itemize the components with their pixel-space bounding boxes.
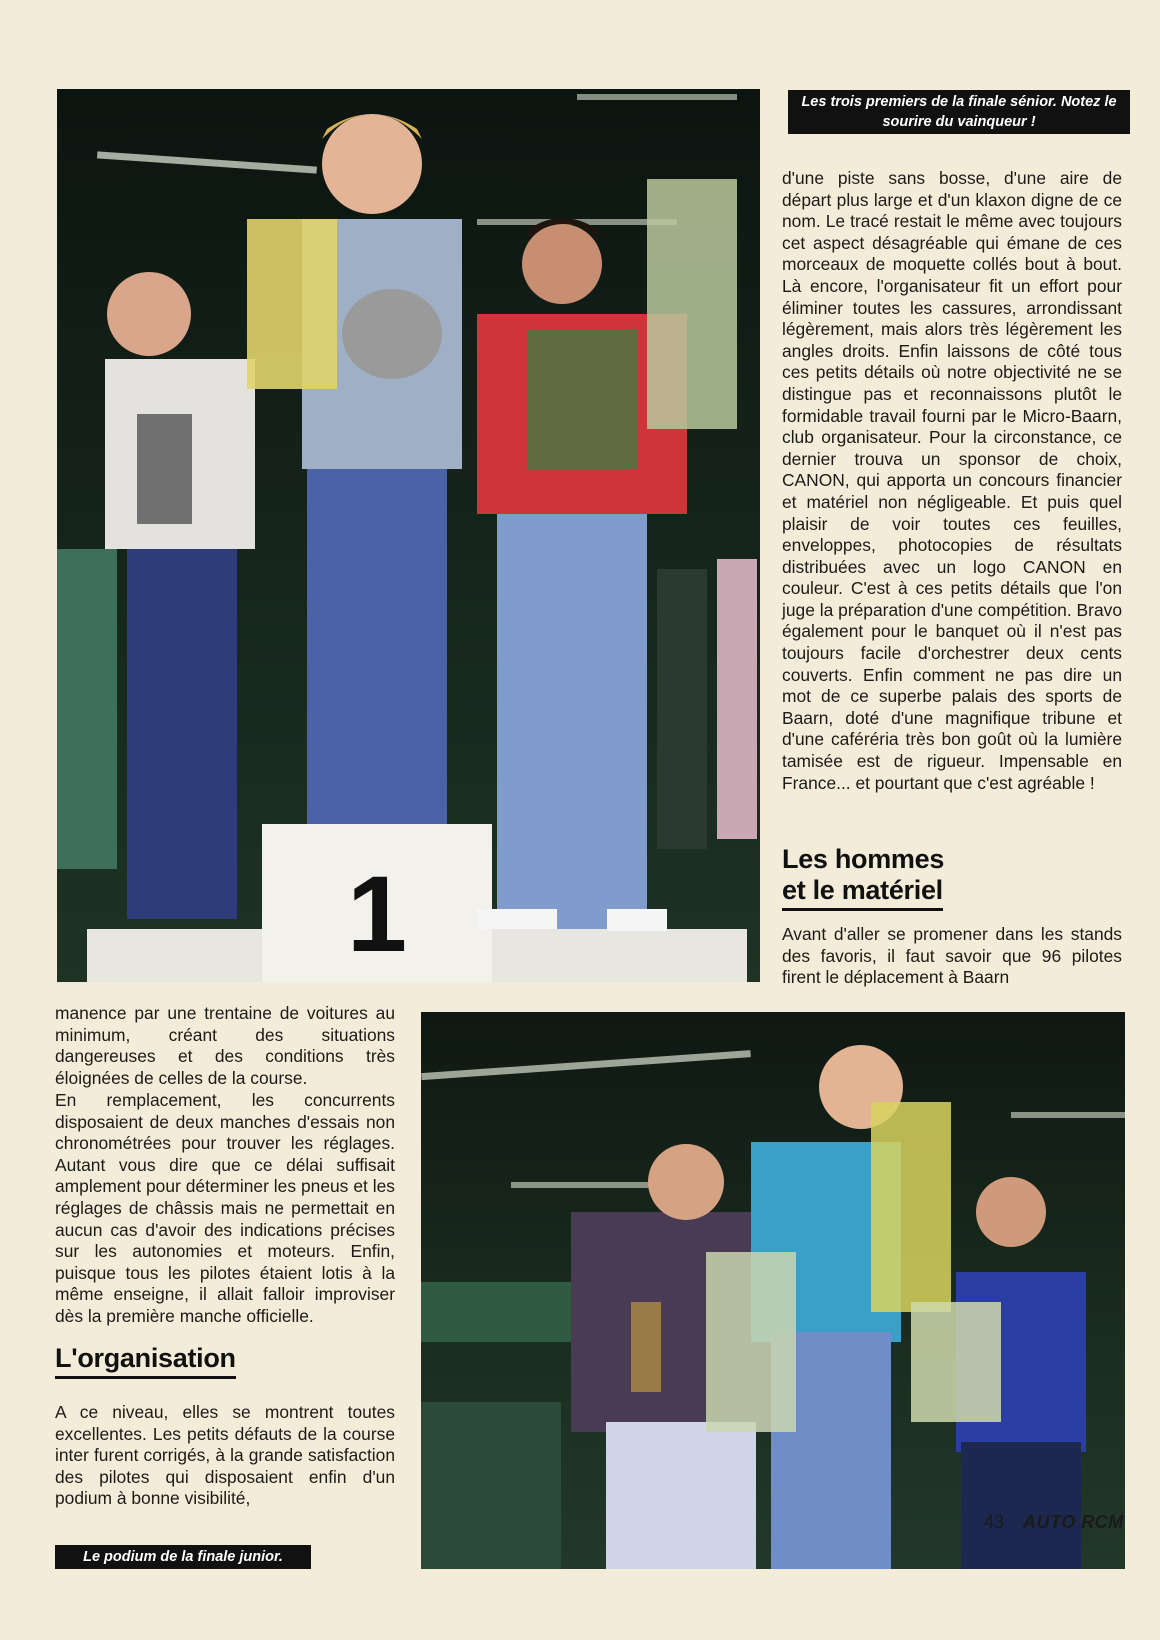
senior-photo-caption [788,90,1130,134]
heading-hommes-line1: Les hommes [782,844,945,874]
left-column-body-1 [55,1003,395,1091]
heading-hommes-line2: et le matériel [782,875,943,911]
senior-podium-illustration [57,89,760,982]
junior-podium-photo [421,1012,1125,1569]
right-paragraph-2: Avant d'aller se promener dans les stands des favoris, il faut savoir que 96 pilotes firent le déplacement à Baarn [782,924,1122,988]
senior-caption-text: Les trois premiers de la finale sénior. Notez le sourire du vainqueur ! [801,94,1117,130]
right-paragraph-1: d'une piste sans bosse, d'une aire de départ plus large et d'un klaxon digne de ce nom. Le tracé restait le même avec toujours cet aspect désagréable qui émane de ces morceaux de moquette collés bout à bout. Là encore, l'organisateur fit un effort pour éliminer toutes les cassures, arrondissant légèrement, mais alors très légèrement les angles droits. Enfin laissons de côté tous ces petits détails où notre objectivité ne se distingue pas et reconnaissons plutôt le formidable travail fourni par le Micro-Baarn, club organisateur. Pour la circonstance, ce dernier trouva un sponsor de choix, CANON, qui apporta un concours financier et matériel non négligeable. Et puis quel plaisir de voir toutes ces feuilles, enveloppes, photocopies de résultats distribuées avec un logo CANON en couleur. C'est à ces petits détails que l'on juge la préparation d'une compétition. Bravo également pour le banquet où il n'est pas toujours facile d'orchestrer deux cents couverts. Enfin comment ne pas dire un mot de ce superbe palais des sports de Baarn, doté d'une magnifique tribune et d'une caféréria très bon goût où la lumière tamisée est de rigueur. Impensable en France... et pourtant que c'est agréable ! [782,168,1122,793]
junior-photo-caption [55,1545,311,1569]
right-column-body-1 [782,168,1122,824]
left-paragraph-2: En remplacement, les concurrents disposaient de deux manches d'essais non chronométrées pour trouver les réglages. Autant vous dire que ce délai suffisait amplement pour déterminer les pneus et les réglages de châssis mais ne permettait en aucun cas d'avoir des indications précises sur les autonomies et moteurs. Enfin, puisque tous les pilotes étaient lotis à la même enseigne, il allait falloir improviser dès la première manche officielle. [55,1090,395,1326]
section-heading-hommes [782,844,1122,911]
right-column-body-2 [782,924,1122,990]
left-paragraph-1: manence par une trentaine de voitures au minimum, créant des situations dangereuses et des conditions très éloignées de celles de la course. [55,1003,395,1088]
junior-podium-illustration [421,1012,1125,1569]
senior-podium-photo [57,89,760,982]
left-column-body-3 [55,1402,395,1514]
heading-organisation-text: L'organisation [55,1343,236,1379]
left-column-body-2 [55,1090,395,1340]
podium-number: 1 [347,853,408,974]
page-folio [984,1512,1124,1533]
magazine-name: AUTO RCM [1023,1512,1124,1532]
left-paragraph-3: A ce niveau, elles se montrent toutes excellentes. Les petits défauts de la course inter furent corrigés, à la grande satisfaction des pilotes qui disposaient enfin d'un podium à bonne visibilité, [55,1402,395,1509]
junior-caption-text: Le podium de la finale junior. [83,1549,283,1565]
page-number: 43 [984,1512,1005,1532]
section-heading-organisation [55,1343,395,1379]
